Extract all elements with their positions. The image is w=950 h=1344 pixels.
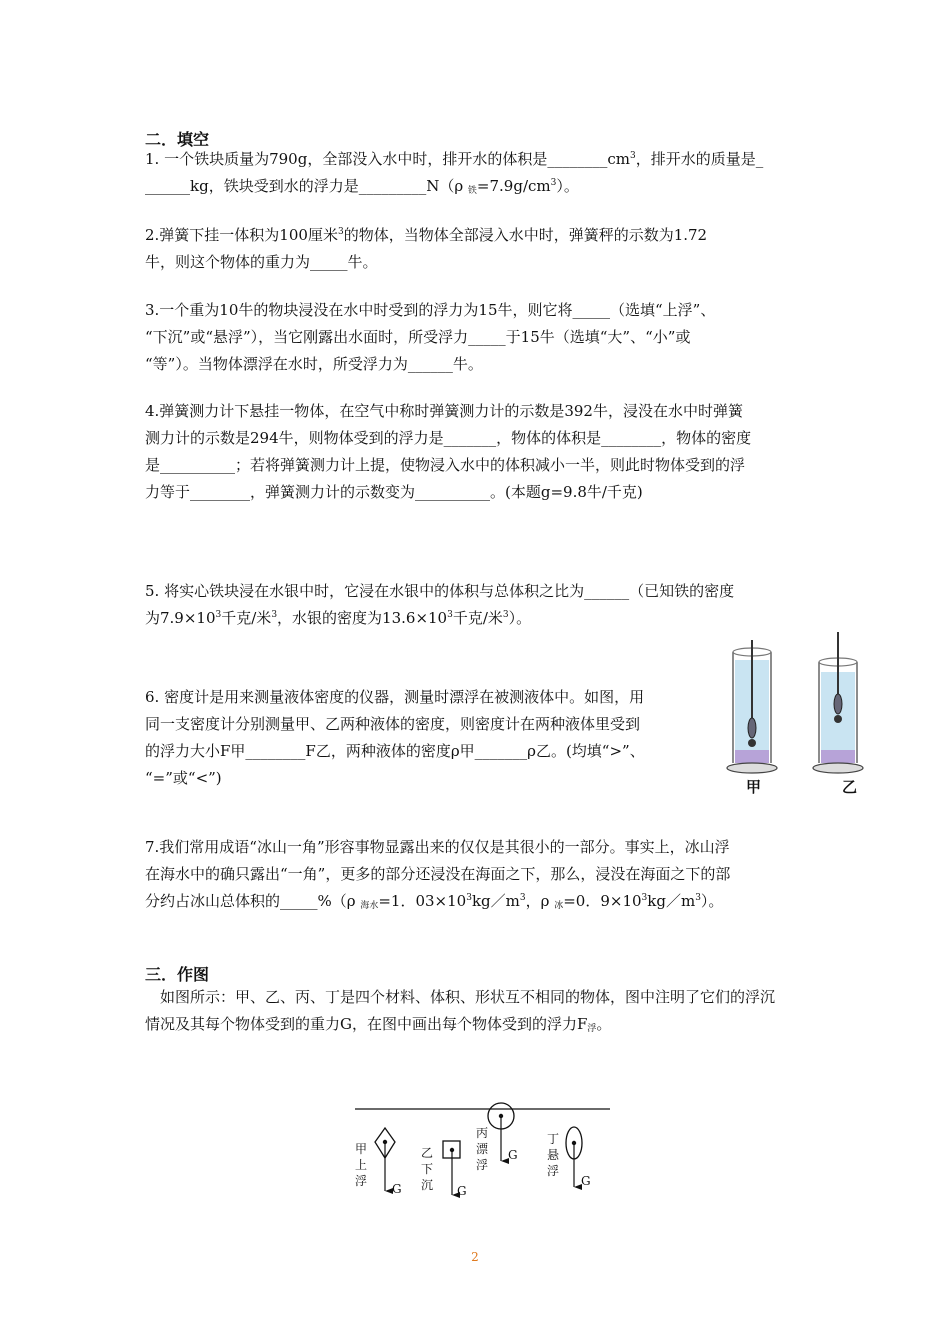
q2-sup: 3 bbox=[337, 227, 344, 237]
section-heading-drawing: 三．作图 bbox=[145, 965, 210, 984]
q6-line-3: 的浮力大小F甲________F乙，两种液体的密度ρ甲_______ρ乙。(均填“>”、 bbox=[145, 742, 645, 760]
q1-sup: 3 bbox=[629, 151, 636, 161]
q7-sub-ice: 冰 bbox=[554, 901, 564, 911]
q7-text-e: =1．03×10 bbox=[378, 892, 467, 910]
q7-sub-seawater: 海水 bbox=[360, 901, 379, 911]
q7-sup-2: 3 bbox=[519, 893, 526, 903]
label-bing-2: 漂 bbox=[476, 1142, 489, 1156]
page-number: 2 bbox=[471, 1250, 479, 1264]
q7-text-f: kg／m bbox=[471, 892, 520, 910]
q2-text-a: 2.弹簧下挂一体积为100厘米 bbox=[145, 226, 338, 244]
q5-sup-2: 3 bbox=[271, 610, 278, 620]
q7-line-1: 7.我们常用成语“冰山一角”形容事物显露出来的仅仅是其很小的一部分。事实上，冰山浮 bbox=[145, 838, 730, 856]
s3-line-2 bbox=[145, 1011, 810, 1038]
q5-text-e: 千克/米 bbox=[452, 609, 503, 627]
q5-text-f: ）。 bbox=[508, 609, 532, 627]
q3-line-2: “下沉”或“悬浮”），当它刚露出水面时，所受浮力_____于15牛（选填“大”、“小”或 bbox=[145, 328, 691, 346]
g-label-yi: G bbox=[457, 1184, 467, 1198]
question-3 bbox=[145, 297, 810, 378]
q1-line-1 bbox=[145, 146, 810, 173]
hydrometer-figure bbox=[725, 632, 865, 777]
label-ding-2: 悬 bbox=[547, 1148, 560, 1162]
q5-sup-4: 3 bbox=[502, 610, 509, 620]
q1-text-f: ）。 bbox=[556, 177, 579, 195]
q7-text-i: =0．9×10 bbox=[563, 892, 642, 910]
q7-sup-3: 3 bbox=[641, 893, 648, 903]
q1-text-e: =7.9g/cm bbox=[476, 177, 551, 195]
q7-line-3 bbox=[145, 888, 810, 915]
q6-line-2: 同一支密度计分别测量甲、乙两种液体的密度，则密度计在两种液体里受到 bbox=[145, 715, 641, 733]
question-1 bbox=[145, 146, 810, 200]
question-4 bbox=[145, 398, 810, 506]
label-ding-3: 浮 bbox=[547, 1164, 560, 1178]
g-label-jia: G bbox=[392, 1182, 402, 1196]
label-bing-3: 浮 bbox=[476, 1158, 489, 1172]
q4-line-3: 是__________；若将弹簧测力计上提，使物浸入水中的体积减小一半，则此时物体受到的浮 bbox=[145, 456, 746, 474]
s3-text-b: 情况及其每个物体受到的重力G，在图中画出每个物体受到的浮力F bbox=[145, 1015, 588, 1033]
s3-line-1: 如图所示：甲、乙、丙、丁是四个材料、体积、形状互不相同的物体，图中注明了它们的浮沉 bbox=[160, 988, 776, 1006]
q3-line-1: 3.一个重为10牛的物块浸没在水中时受到的浮力为15牛，则它将_____（选填“上浮”、 bbox=[145, 301, 716, 319]
q2-text-c: 的物体，当物体全部浸入水中时，弹簧秤的示数为1.72 bbox=[343, 226, 708, 244]
question-2 bbox=[145, 222, 810, 276]
label-jia-3: 浮 bbox=[355, 1174, 368, 1188]
label-jia-1: 甲 bbox=[355, 1142, 368, 1156]
q5-sup-1: 3 bbox=[215, 610, 222, 620]
q5-text-b: 为7.9×10 bbox=[145, 609, 216, 627]
section-3-instructions bbox=[145, 984, 810, 1038]
question-7 bbox=[145, 834, 810, 915]
q4-line-1: 4.弹簧测力计下悬挂一物体，在空气中称时弹簧测力计的示数是392牛，浸没在水中时弹簧 bbox=[145, 402, 743, 420]
label-ding-1: 丁 bbox=[547, 1132, 560, 1146]
label-bing-1: 丙 bbox=[476, 1126, 489, 1140]
figure-label-yi: 乙 bbox=[842, 778, 858, 796]
label-yi-1: 乙 bbox=[421, 1146, 434, 1160]
cylinder-jia bbox=[727, 640, 777, 773]
object-ding bbox=[566, 1127, 582, 1187]
cylinder-yi bbox=[813, 632, 863, 773]
label-jia-2: 上 bbox=[355, 1158, 368, 1172]
force-diagram bbox=[340, 1095, 630, 1215]
q7-sup-1: 3 bbox=[466, 893, 472, 903]
q1-text-b: ，排开水的质量是_ bbox=[635, 150, 764, 168]
q1-line-2 bbox=[145, 173, 810, 200]
question-6 bbox=[145, 684, 725, 792]
q4-line-4: 力等于________，弹簧测力计的示数变为__________。(本题g=9.8牛/千克) bbox=[145, 483, 643, 501]
q1-sub-iron: 铁 bbox=[467, 186, 477, 196]
section-heading-fill-in: 二．填空 bbox=[145, 130, 210, 149]
q1-sup-2: 3 bbox=[550, 178, 557, 188]
q5-text-d: ，水银的密度为13.6×10 bbox=[277, 609, 448, 627]
g-label-bing: G bbox=[508, 1148, 518, 1162]
figure-label-jia: 甲 bbox=[746, 778, 762, 796]
q5-line-1: 5. 将实心铁块浸在水银中时，它浸在水银中的体积与总体积之比为______（已知铁的密度 bbox=[145, 582, 735, 600]
g-label-ding: G bbox=[581, 1174, 591, 1188]
q3-line-3: “等”）。当物体漂浮在水时，所受浮力为______牛。 bbox=[145, 355, 483, 373]
q5-line-2 bbox=[145, 605, 810, 632]
q7-text-c: 分约占冰山总体积的_____%（ρ bbox=[145, 892, 361, 910]
s3-text-d: 。 bbox=[596, 1015, 612, 1033]
q1-text-c: ______kg，铁块受到水的浮力是_________N（ρ bbox=[145, 177, 468, 195]
q5-sup-3: 3 bbox=[447, 610, 453, 620]
q7-text-k: ）。 bbox=[700, 892, 724, 910]
q6-line-1: 6. 密度计是用来测量液体密度的仪器，测量时漂浮在被测液体中。如图，用 bbox=[145, 688, 645, 706]
q1-text-a: 1. 一个铁块质量为790g，全部没入水中时，排开水的体积是________cm bbox=[145, 150, 630, 168]
q4-line-2: 测力计的示数是294牛，则物体受到的浮力是_______，物体的体积是________，物体的密度 bbox=[145, 429, 752, 447]
q5-text-c: 千克/米 bbox=[221, 609, 272, 627]
question-5 bbox=[145, 578, 810, 632]
q7-sup-4: 3 bbox=[695, 893, 701, 903]
q7-line-2: 在海水中的确只露出“一角”，更多的部分还浸没在海面之下，那么，浸没在海面之下的部 bbox=[145, 865, 731, 883]
q7-text-j: kg／m bbox=[647, 892, 696, 910]
s3-sub-float: 浮 bbox=[587, 1024, 597, 1034]
q6-line-4: “=”或“<”) bbox=[145, 769, 222, 787]
q2-line-1 bbox=[145, 222, 810, 249]
label-yi-2: 下 bbox=[421, 1162, 434, 1176]
label-yi-3: 沉 bbox=[421, 1178, 434, 1192]
q7-text-g: ，ρ bbox=[525, 892, 555, 910]
q2-line-2: 牛，则这个物体的重力为_____牛。 bbox=[145, 253, 378, 271]
